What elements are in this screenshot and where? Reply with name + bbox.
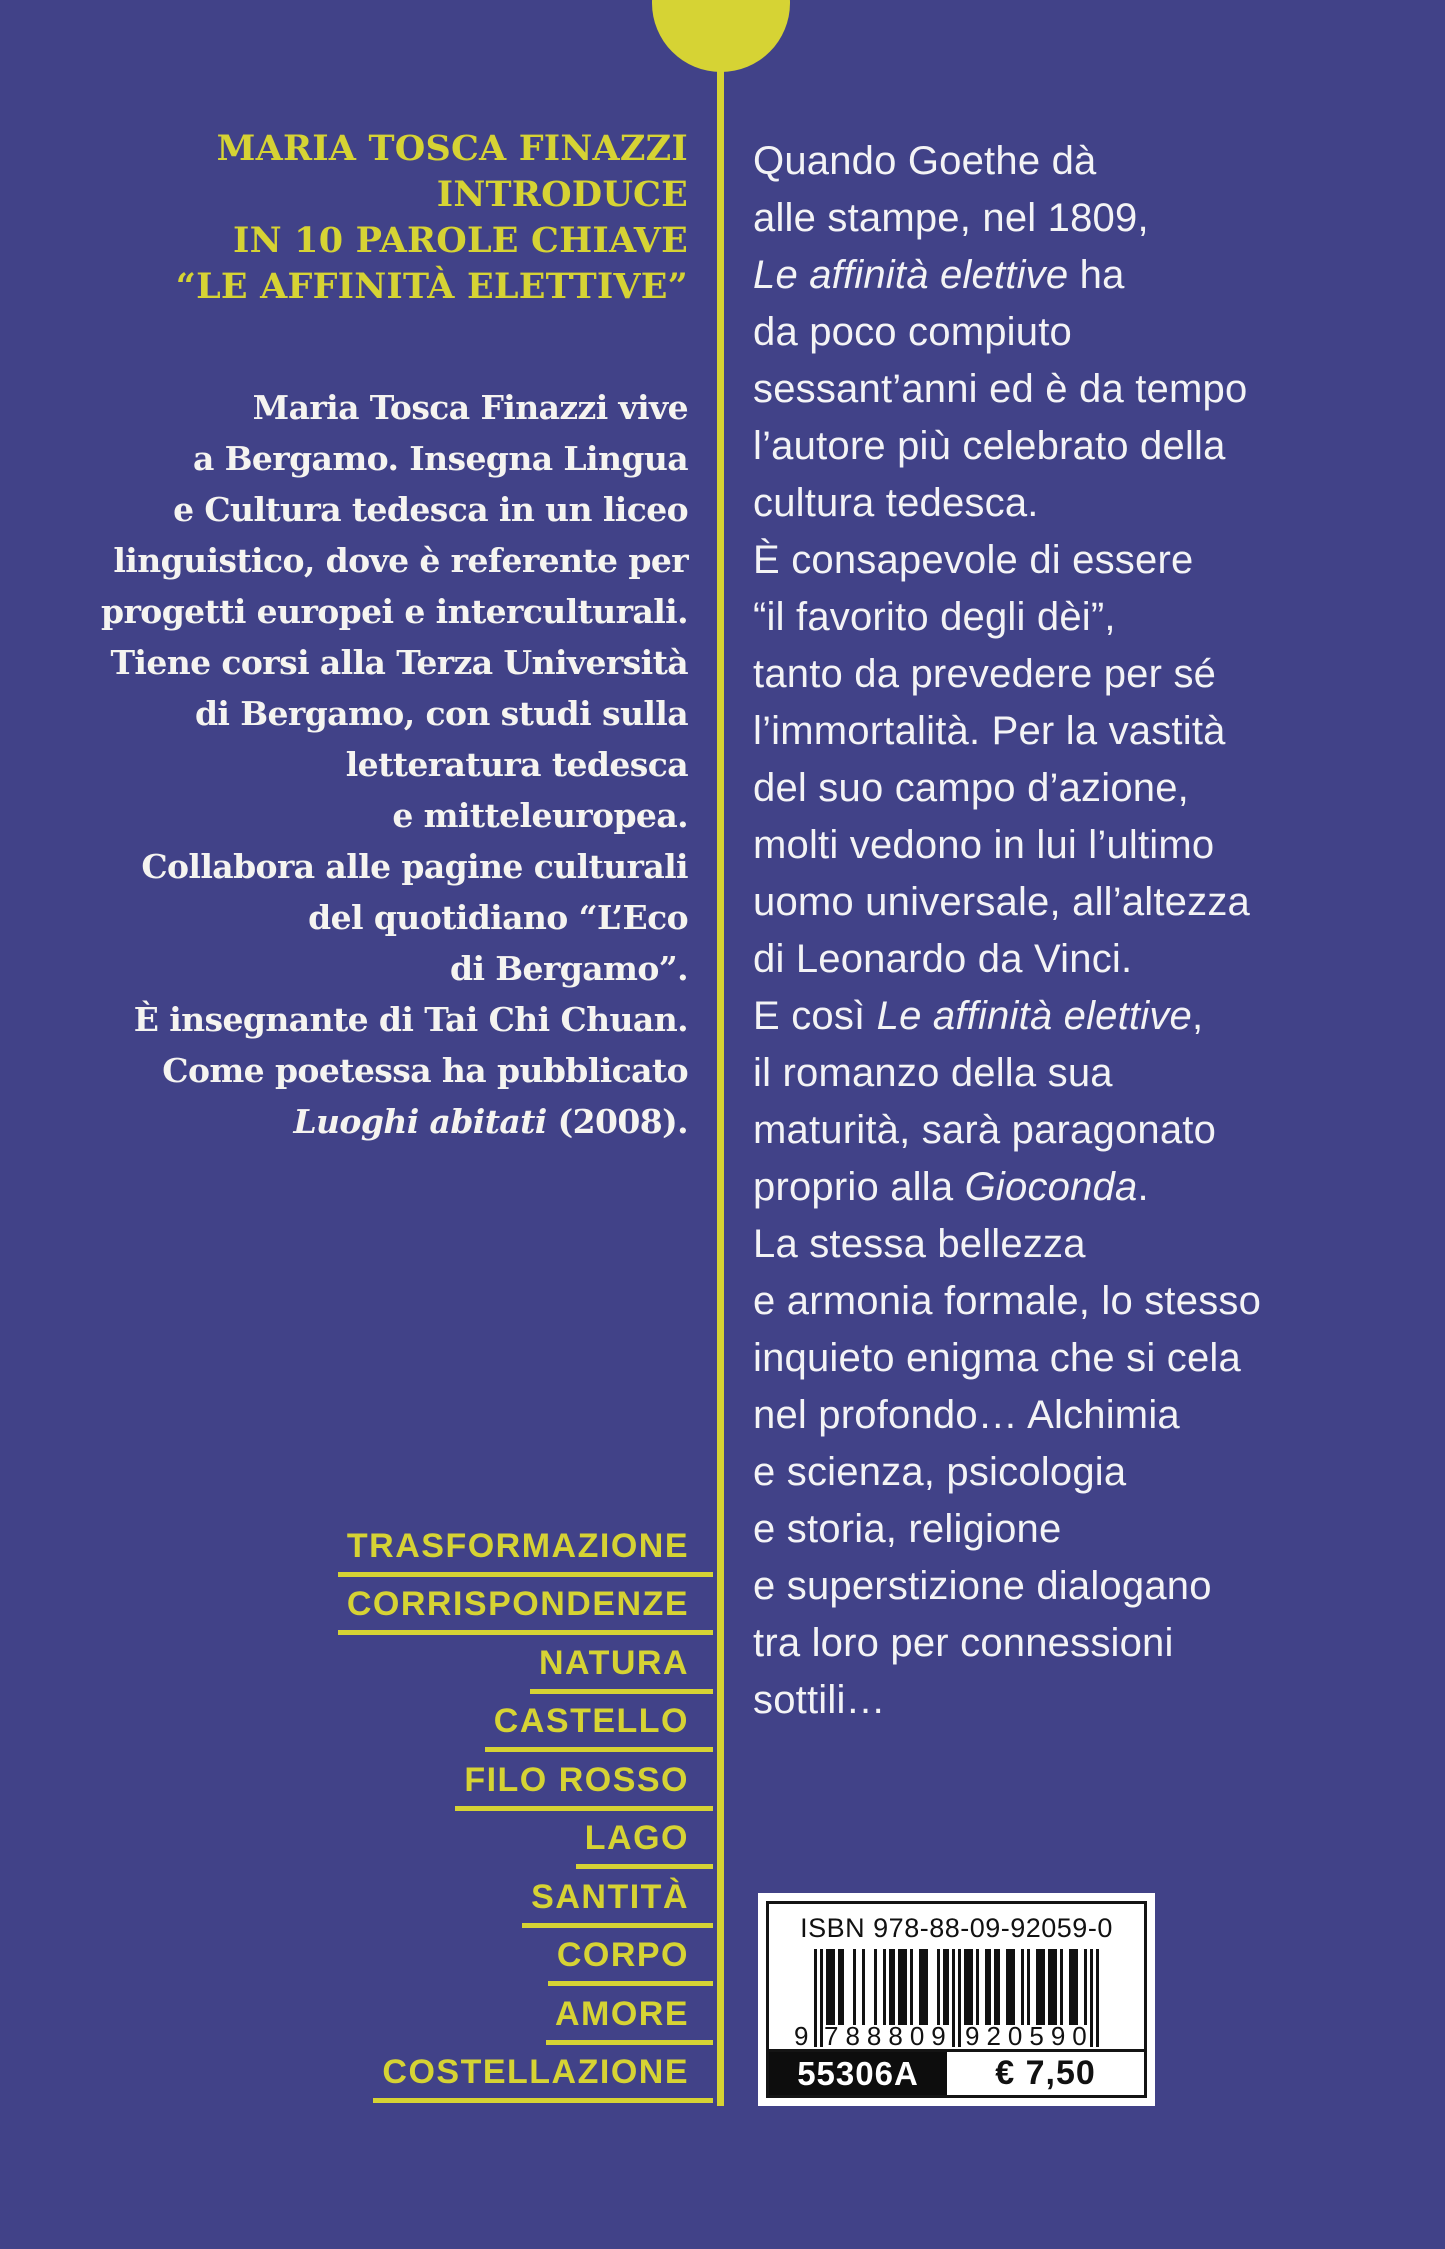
blurb-line: È consapevole di essere (753, 538, 1194, 582)
intro-header (100, 126, 688, 310)
keyword-row (100, 1869, 713, 1928)
price-label: € 7,50 (995, 2054, 1096, 2092)
keyword-row (100, 1928, 713, 1987)
keyword: CASTELLO (485, 1702, 713, 1752)
author-bio (100, 382, 688, 1147)
keyword: SANTITÀ (522, 1878, 713, 1928)
vertical-divider-line (717, 71, 724, 2106)
blurb-line: Le affinità elettive ha (753, 253, 1125, 297)
keyword: CORRISPONDENZE (338, 1585, 713, 1635)
bio-line: È insegnante di Tai Chi Chuan. (133, 1000, 688, 1039)
barcode-digits (794, 2021, 1099, 2051)
barcode-digit-first: 9 (794, 2021, 809, 2051)
blurb-line: alle stampe, nel 1809, (753, 196, 1149, 240)
intro-header-line: MARIA TOSCA FINAZZI (216, 128, 688, 169)
blurb-line: e armonia formale, lo stesso (753, 1279, 1262, 1323)
keyword: CORPO (548, 1936, 713, 1986)
intro-header-line: “LE AFFINITÀ ELETTIVE” (175, 266, 688, 307)
keyword-row (100, 1986, 713, 2045)
blurb-line: sottili… (753, 1678, 886, 1722)
blurb-line: maturità, sarà paragonato (753, 1108, 1217, 1152)
keyword-row (100, 2045, 713, 2104)
blurb-line: La stessa bellezza (753, 1222, 1086, 1266)
intro-header-line: INTRODUCE (436, 174, 688, 215)
price-band (769, 2049, 1144, 2095)
keyword: COSTELLAZIONE (373, 2053, 713, 2103)
keyword: NATURA (530, 1644, 713, 1694)
blurb-line: da poco compiuto (753, 310, 1072, 354)
blurb-line: proprio alla Gioconda. (753, 1165, 1149, 1209)
bio-line: linguistico, dove è referente per (113, 541, 688, 580)
keyword-list (100, 1518, 713, 2103)
keyword-row (100, 1694, 713, 1753)
barcode-digits-left: 788809 (824, 2021, 953, 2051)
bio-line: Luoghi abitati (2008). (293, 1102, 688, 1141)
blurb-line: il romanzo della sua (753, 1051, 1113, 1095)
barcode-digits-right: 920590 (965, 2021, 1094, 2051)
bio-line: e mitteleuropea. (392, 796, 688, 835)
edition-code: 55306A (769, 2052, 947, 2095)
blurb-line: sessant’anni ed è da tempo (753, 367, 1248, 411)
blurb-line: e superstizione dialogano (753, 1564, 1212, 1608)
blurb-line: l’autore più celebrato della (753, 424, 1226, 468)
bio-line: Maria Tosca Finazzi vive (252, 388, 688, 427)
keyword-row (100, 1752, 713, 1811)
intro-header-line: IN 10 PAROLE CHIAVE (233, 220, 688, 261)
bio-line: Tiene corsi alla Terza Università (110, 643, 688, 682)
blurb-line: “il favorito degli dèi”, (753, 595, 1116, 639)
blurb-line: di Leonardo da Vinci. (753, 937, 1133, 981)
keyword-row (100, 1577, 713, 1636)
bio-line: letteratura tedesca (345, 745, 688, 784)
keyword: TRASFORMAZIONE (338, 1527, 713, 1577)
keyword-row (100, 1811, 713, 1870)
bio-line: Come poetessa ha pubblicato (162, 1051, 688, 1090)
barcode-box (758, 1893, 1155, 2106)
cover-circle-ornament (652, 0, 790, 72)
blurb-line: molti vedono in lui l’ultimo (753, 823, 1215, 867)
bio-line: di Bergamo”. (449, 949, 688, 988)
keyword: FILO ROSSO (455, 1761, 713, 1811)
bio-line: Collabora alle pagine culturali (141, 847, 688, 886)
blurb-text (753, 133, 1403, 1729)
blurb-line: nel profondo… Alchimia (753, 1393, 1180, 1437)
keyword: AMORE (546, 1995, 713, 2045)
keyword-row (100, 1635, 713, 1694)
bio-line: e Cultura tedesca in un liceo (173, 490, 688, 529)
blurb-line: l’immortalità. Per la vastità (753, 709, 1226, 753)
blurb-line: tanto da prevedere per sé (753, 652, 1217, 696)
isbn-label: ISBN 978-88-09-92059-0 (800, 1913, 1113, 1943)
bio-line: a Bergamo. Insegna Lingua (192, 439, 688, 478)
bio-line: di Bergamo, con studi sulla (194, 694, 688, 733)
blurb-line: cultura tedesca. (753, 481, 1039, 525)
blurb-line: inquieto enigma che si cela (753, 1336, 1241, 1380)
blurb-line: uomo universale, all’altezza (753, 880, 1250, 924)
blurb-line: e scienza, psicologia (753, 1450, 1127, 1494)
bio-line: progetti europei e interculturali. (101, 592, 688, 631)
blurb-line: E così Le affinità elettive, (753, 994, 1204, 1038)
blurb-line: tra loro per connessioni (753, 1621, 1174, 1665)
keyword-row (100, 1518, 713, 1577)
barcode-frame (766, 1901, 1147, 2098)
blurb-line: Quando Goethe dà (753, 139, 1097, 183)
blurb-line: del suo campo d’azione, (753, 766, 1189, 810)
keyword: LAGO (576, 1819, 713, 1869)
bio-line: del quotidiano “L’Eco (308, 898, 688, 937)
blurb-line: e storia, religione (753, 1507, 1062, 1551)
ean-barcode (794, 1949, 1099, 2051)
